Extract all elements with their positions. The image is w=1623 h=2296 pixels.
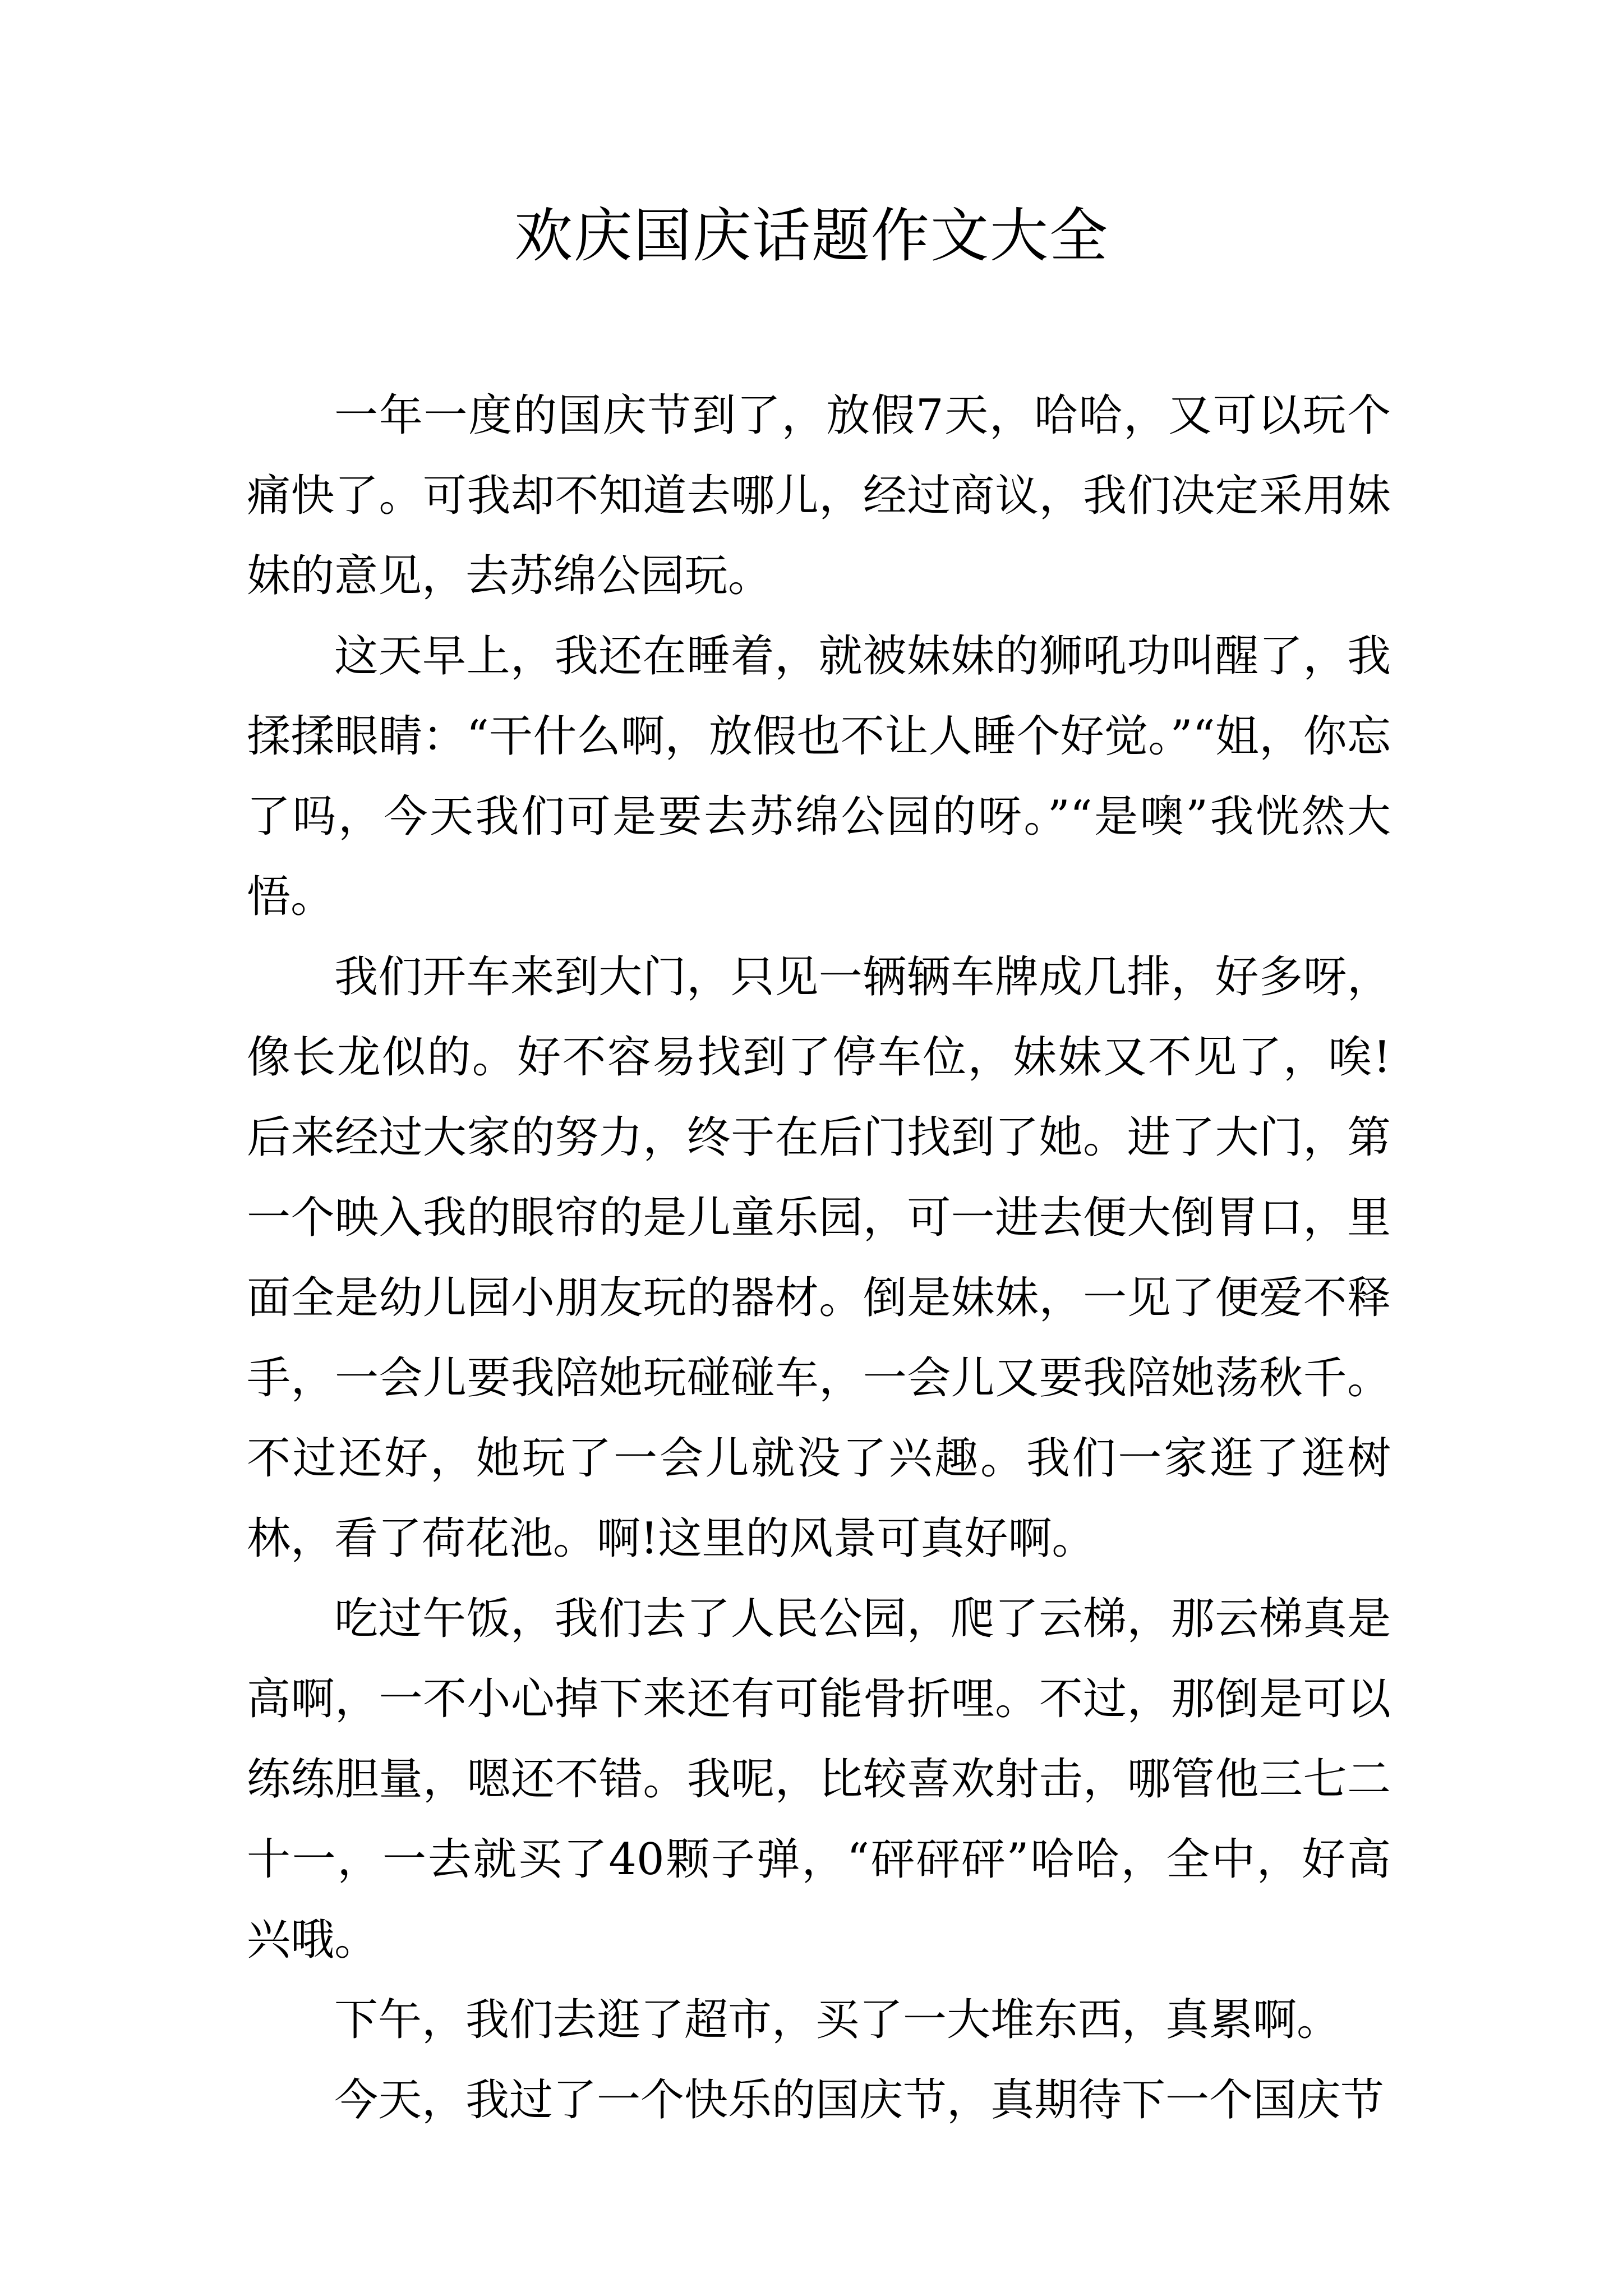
paragraph-2: 这天早上，我还在睡着，就被妹妹的狮吼功叫醒了，我揉揉眼睛：“干什么啊，放假也不让人睡个好觉。”“姐，你忘了吗，今天我们可是要去苏绵公园的呀。”“是噢”我恍然大悟。	[247, 631, 1391, 922]
document-body	[247, 376, 1391, 2141]
paragraph-1: 一年一度的国庆节到了，放假7天，哈哈，又可以玩个痛快了。可我却不知道去哪儿，经过商议，我们决定采用妹妹的意见，去苏绵公园玩。	[247, 390, 1391, 601]
paragraph-5: 下午，我们去逛了超市，买了一大堆东西，真累啊。	[334, 1995, 1341, 2045]
document-title: 欢庆国庆话题作文大全	[514, 201, 1109, 270]
paragraph-6: 今天，我过了一个快乐的国庆节，真期待下一个国庆节	[334, 2075, 1385, 2125]
paragraph-3: 我们开车来到大门，只见一辆辆车牌成几排，好多呀，像长龙似的。好不容易找到了停车位，妹妹又不见了，唉!后来经过大家的努力，终于在后门找到了她。进了大门，第一个映入我的眼帘的是儿童乐园，可一进去便大倒胃口，里面全是幼儿园小朋友玩的器材。倒是妹妹，一见了便爱不释手，一会儿要我陪她玩碰碰车，一会儿又要我陪她荡秋千。不过还好，她玩了一会儿就没了兴趣。我们一家逛了逛树林，看了荷花池。啊!这里的风景可真好啊。	[247, 952, 1391, 1564]
paragraph-4: 吃过午饭，我们去了人民公园，爬了云梯，那云梯真是高啊，一不小心掉下来还有可能骨折哩。不过，那倒是可以练练胆量，嗯还不错。我呢，比较喜欢射击，哪管他三七二十一，一去就买了40颗子弹，“砰砰砰”哈哈，全中，好高兴哦。	[247, 1594, 1391, 1965]
